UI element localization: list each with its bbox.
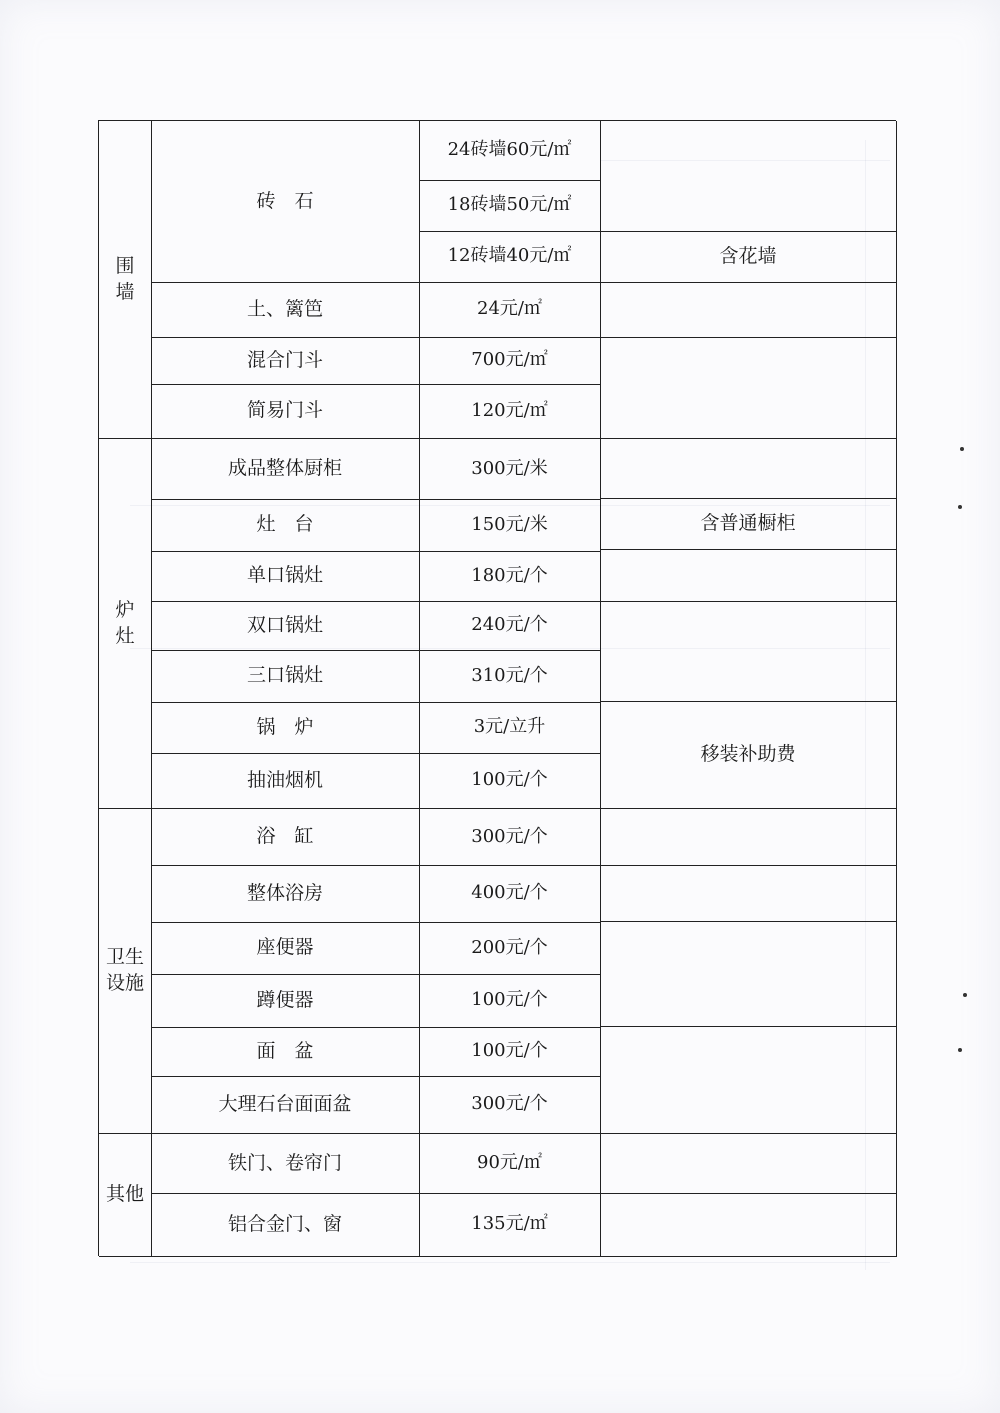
price-value: 240元/个	[471, 614, 548, 636]
remark-relocation: 移装补助费	[700, 742, 796, 765]
remark-cell-empty	[600, 865, 897, 922]
price-cell	[419, 650, 601, 703]
price-cell	[419, 702, 601, 754]
category-label: 炉 灶	[115, 598, 135, 647]
item-cell	[151, 922, 420, 975]
price-value: 90元/㎡	[477, 1152, 542, 1174]
price-value: 120元/㎡	[471, 399, 548, 421]
price-cell	[419, 1027, 601, 1077]
remark-flower-wall: 含花墙	[719, 244, 777, 267]
item-name: 蹲便器	[256, 988, 314, 1011]
item-cell	[151, 384, 420, 439]
category-label: 其他	[105, 1183, 144, 1206]
item-name: 铝合金门、窗	[227, 1212, 342, 1235]
price-value: 300元/个	[471, 825, 548, 847]
remark-cell-empty	[600, 1134, 897, 1194]
price-value: 400元/个	[471, 882, 548, 904]
price-value: 24砖墙60元/㎡	[447, 139, 572, 161]
category-label: 卫生 设施	[105, 946, 144, 994]
remark-cell-empty	[600, 1026, 897, 1134]
remark-cell	[600, 498, 897, 550]
price-cell	[419, 1076, 601, 1134]
price-value: 3元/立升	[473, 716, 546, 738]
item-name: 三口锅灶	[246, 664, 323, 687]
price-cell	[419, 1134, 601, 1194]
remark-cell-empty	[600, 439, 897, 499]
remark-cell-empty	[600, 601, 897, 702]
price-value: 310元/个	[471, 664, 548, 686]
price-cell	[419, 753, 601, 809]
price-cell	[419, 974, 601, 1028]
price-value: 135元/㎡	[471, 1213, 548, 1235]
remark-cell-empty	[600, 121, 897, 232]
price-cell	[419, 282, 601, 338]
price-cell	[419, 439, 601, 500]
price-value: 100元/个	[471, 1040, 548, 1062]
category-other	[99, 1134, 152, 1257]
item-name: 整体浴房	[246, 881, 323, 904]
price-value: 300元/个	[471, 1093, 548, 1115]
item-name: 锅 炉	[256, 715, 314, 738]
item-cell	[151, 1134, 420, 1194]
item-cell	[151, 499, 420, 552]
category-stove	[99, 439, 152, 809]
remark-cell	[600, 701, 897, 809]
item-cell	[151, 974, 420, 1028]
price-value: 200元/个	[471, 936, 548, 958]
item-cell	[151, 865, 420, 923]
scan-speck	[963, 993, 967, 997]
price-cell	[419, 865, 601, 923]
item-cell	[151, 753, 420, 809]
item-name: 座便器	[256, 936, 314, 959]
item-cell	[151, 601, 420, 651]
item-cell	[151, 702, 420, 754]
remark-cell-empty	[600, 282, 897, 338]
price-cell	[419, 499, 601, 552]
item-cell	[151, 1027, 420, 1077]
item-cell	[151, 439, 420, 500]
item-name: 大理石台面面盆	[218, 1092, 352, 1115]
remark-cell-empty	[600, 1193, 897, 1257]
price-value: 150元/米	[471, 513, 548, 535]
item-name: 混合门斗	[246, 348, 323, 371]
price-value: 18砖墙50元/㎡	[447, 194, 572, 216]
price-cell	[419, 809, 601, 866]
item-cell	[151, 282, 420, 338]
item-name: 灶 台	[256, 513, 314, 536]
scan-speck	[960, 447, 964, 451]
category-sanitary	[99, 809, 152, 1134]
item-cell	[151, 809, 420, 866]
item-cell	[151, 1193, 420, 1257]
item-name: 砖 石	[256, 189, 314, 212]
price-value: 180元/个	[471, 564, 548, 586]
price-cell	[419, 922, 601, 975]
price-cell	[419, 601, 601, 651]
item-cell	[151, 337, 420, 385]
price-value: 24元/㎡	[477, 298, 542, 320]
item-cell	[151, 551, 420, 602]
scan-speck	[958, 505, 962, 509]
price-cell	[419, 551, 601, 602]
price-value: 100元/个	[471, 989, 548, 1011]
item-cell	[151, 1076, 420, 1134]
price-cell	[419, 1193, 601, 1257]
item-name: 抽油烟机	[246, 768, 323, 791]
price-cell	[419, 384, 601, 439]
item-name: 双口锅灶	[246, 613, 323, 636]
price-cell	[419, 337, 601, 385]
price-cell	[419, 180, 601, 232]
category-wall	[99, 121, 152, 439]
item-name: 土、篱笆	[246, 297, 323, 320]
item-cell	[151, 121, 420, 283]
scan-speck	[958, 1048, 962, 1052]
item-cell	[151, 650, 420, 703]
bleed-through-line	[130, 1262, 890, 1263]
item-name: 单口锅灶	[246, 564, 323, 587]
price-value: 700元/㎡	[471, 349, 548, 371]
item-name: 简易门斗	[246, 399, 323, 422]
price-value: 100元/个	[471, 769, 548, 791]
price-cell	[419, 231, 601, 283]
compensation-table	[98, 120, 896, 1256]
remark-cell-empty	[600, 337, 897, 439]
item-name: 铁门、卷帘门	[227, 1151, 342, 1174]
item-name: 成品整体厨柜	[227, 457, 342, 480]
remark-cell-empty	[600, 921, 897, 1027]
remark-cabinet: 含普通橱柜	[700, 511, 796, 534]
price-value: 300元/米	[471, 457, 548, 479]
item-name: 浴 缸	[256, 825, 314, 848]
remark-cell-empty	[600, 809, 897, 866]
item-name: 面 盆	[256, 1039, 314, 1062]
remark-cell-empty	[600, 549, 897, 602]
price-cell	[419, 121, 601, 181]
remark-cell	[600, 231, 897, 283]
category-label: 围 墙	[115, 254, 135, 303]
price-value: 12砖墙40元/㎡	[447, 245, 572, 267]
